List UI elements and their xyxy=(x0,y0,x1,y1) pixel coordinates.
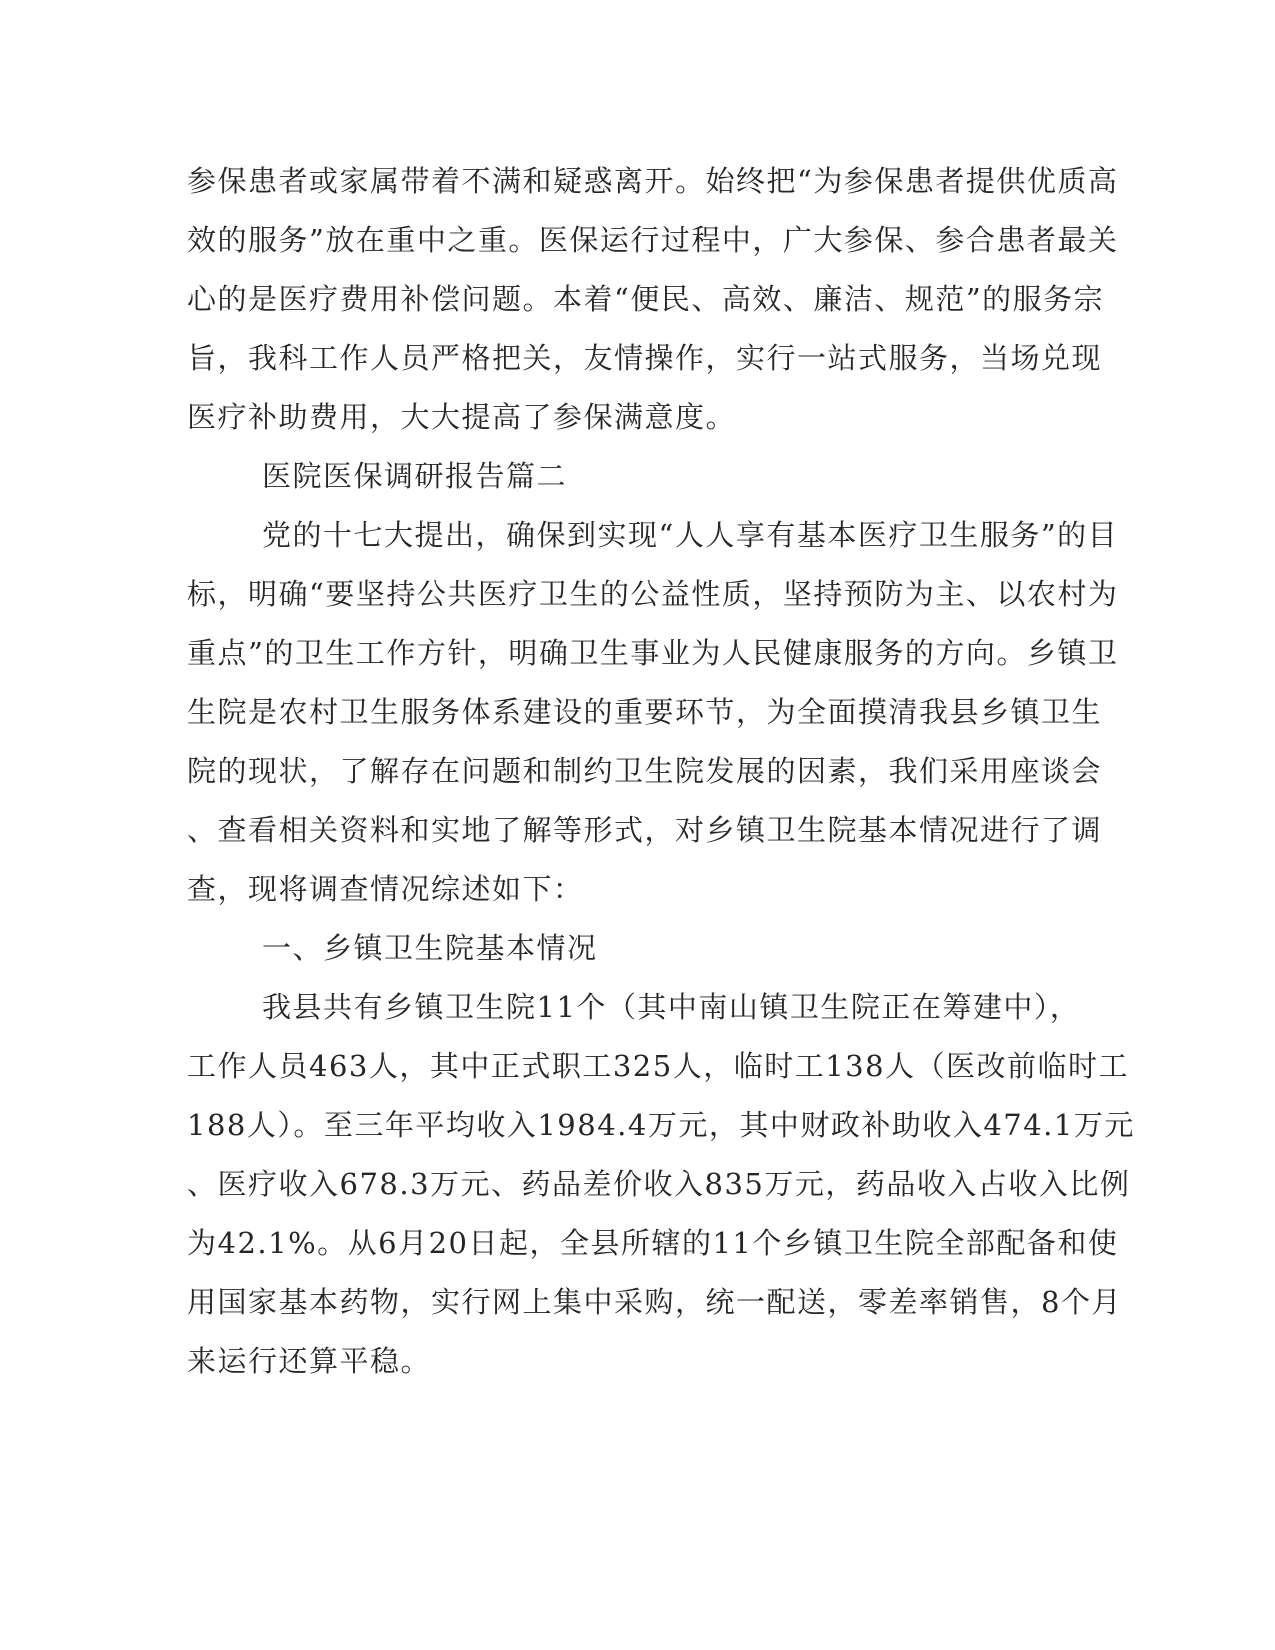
paragraph-line: 重点”的卫生工作方针，明确卫生事业为人民健康服务的方向。乡镇卫 xyxy=(187,636,1119,670)
section-heading: 医院医保调研报告篇二 xyxy=(262,459,568,493)
section-heading: 一、乡镇卫生院基本情况 xyxy=(262,931,598,965)
paragraph-line: 工作人员463人，其中正式职工325人，临时工138人（医改前临时工 xyxy=(187,1049,1130,1083)
paragraph-line: 生院是农村卫生服务体系建设的重要环节，为全面摸清我县乡镇卫生 xyxy=(187,695,1103,729)
paragraph-line: 来运行还算平稳。 xyxy=(187,1344,432,1378)
paragraph-line: 旨，我科工作人员严格把关，友情操作，实行一站式服务，当场兑现 xyxy=(187,341,1103,375)
paragraph-line: 效的服务”放在重中之重。医保运行过程中，广大参保、参合患者最关 xyxy=(187,223,1119,257)
paragraph-line: 院的现状，了解存在问题和制约卫生院发展的因素，我们采用座谈会 xyxy=(187,754,1103,788)
paragraph-line: 查，现将调查情况综述如下： xyxy=(187,872,584,906)
paragraph-line: 医疗补助费用，大大提高了参保满意度。 xyxy=(187,400,737,434)
paragraph-line: 我县共有乡镇卫生院11个（其中南山镇卫生院正在筹建中）， xyxy=(262,990,1081,1024)
paragraph-line: 、查看相关资料和实地了解等形式，对乡镇卫生院基本情况进行了调 xyxy=(187,813,1103,847)
paragraph-line: 用国家基本药物，实行网上集中采购，统一配送，零差率销售，8个月 xyxy=(187,1285,1122,1319)
paragraph-line: 、医疗收入678.3万元、药品差价收入835万元，药品收入占收入比例 xyxy=(187,1167,1131,1201)
paragraph-line: 为42.1%。从6月20日起，全县所辖的11个乡镇卫生院全部配备和使 xyxy=(187,1226,1119,1260)
paragraph-line: 188人）。至三年平均收入1984.4万元，其中财政补助收入474.1万元 xyxy=(187,1108,1135,1142)
paragraph-line: 党的十七大提出，确保到实现“人人享有基本医疗卫生服务”的目 xyxy=(262,518,1119,552)
paragraph-line: 参保患者或家属带着不满和疑惑离开。始终把“为参保患者提供优质高 xyxy=(187,164,1119,198)
paragraph-line: 标，明确“要坚持公共医疗卫生的公益性质，坚持预防为主、以农村为 xyxy=(187,577,1119,611)
paragraph-line: 心的是医疗费用补偿问题。本着“便民、高效、廉洁、规范”的服务宗 xyxy=(187,282,1105,316)
